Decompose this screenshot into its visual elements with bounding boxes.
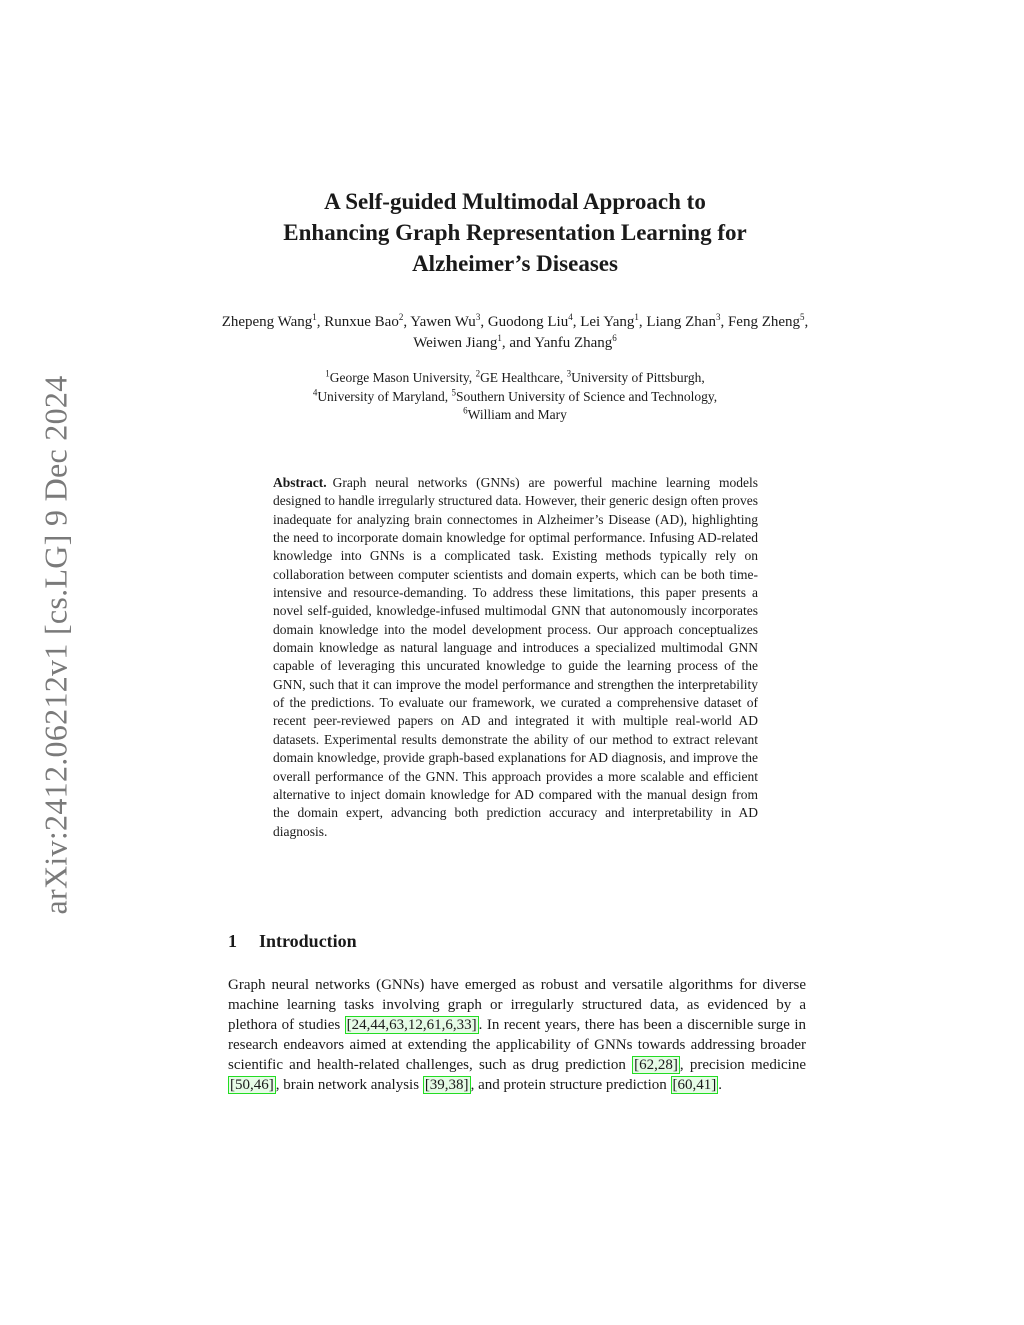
affiliation-text: University of Pittsburgh, [571, 370, 705, 385]
author-affiliation-mark: 1 [312, 312, 317, 322]
author-affiliation-mark: 6 [612, 333, 617, 343]
affiliation-text: University of Maryland, [317, 388, 452, 404]
author-name: Zhepeng Wang [221, 314, 313, 330]
affiliation-text: William and Mary [467, 407, 567, 422]
citation-link[interactable]: [39,38] [424, 1077, 469, 1094]
affiliation-line-2 [230, 388, 800, 407]
author-name: Liang Zhan [646, 314, 716, 330]
author-affiliation-mark: 1 [634, 312, 639, 322]
introduction-paragraph [228, 975, 806, 1096]
paper-title [200, 186, 830, 279]
author-separator: , and [501, 335, 535, 351]
intro-text: , precision medicine [679, 1057, 806, 1074]
affiliation-mark: 3 [566, 368, 572, 379]
author-name: Weiwen Jiang [413, 335, 498, 351]
author-separator: , [804, 314, 809, 330]
intro-text: . [718, 1077, 722, 1094]
author-separator: , [638, 314, 647, 330]
author-name: Yanfu Zhang [534, 335, 613, 351]
citation-link[interactable]: [62,28] [634, 1057, 678, 1074]
intro-text: . In recent years, there has been a discernible surge in research endeavors aimed at extending the applicability of GNNs towards addressing broader scientific and health-related challenges, such as drug prediction [228, 1017, 806, 1074]
affiliation-text: George Mason University, [329, 370, 476, 385]
affiliation-line-3 [230, 406, 800, 425]
abstract-text: Graph neural networks (GNNs) are powerful machine learning models designed to handle irregularly structured data. However, their generic design often proves inadequate for analyzing brain connectomes in Alzheimer’s Disease (AD), highlighting the need to incorporate domain knowledge for optimal performance. Infusing AD-related knowledge into GNNs is a complicated task. Existing methods typically rely on collaboration between computer scientists and domain experts, which can be both time-intensive and resource-demanding. To address these limitations, this paper presents a novel self-guided, knowledge-infused multimodal GNN that autonomously incorporates domain knowledge into the model development process. Our approach conceptualizes domain knowledge as natural language and introduces a specialized multimodal GNN capable of leveraging this uncurated knowledge to guide the learning process of the GNN, such that it can improve the model performance and strengthen the interpretability of the predictions. To evaluate our framework, we curated a comprehensive dataset of recent peer-reviewed papers on AD and integrated it with multiple real-world AD datasets. Experimental results demonstrate the ability of our method to extract relevant domain knowledge, provide graph-based explanations for AD diagnosis, and improve the overall performance of the GNN. This approach provides a more scalable and efficient alternative to inject domain knowledge for AD compared with the manual design from the domain expert, advancing both prediction accuracy and interpretability in AD diagnosis. [273, 475, 758, 839]
abstract-label: Abstract. [273, 475, 327, 490]
author-separator: , [480, 314, 488, 330]
affiliation-text: Southern University of Science and Technology, [456, 388, 718, 404]
author-affiliation-mark: 5 [800, 312, 805, 322]
section-title-text: Introduction [259, 931, 357, 951]
affiliation-mark: 1 [325, 368, 330, 379]
title-line-1: A Self-guided Multimodal Approach to [324, 189, 706, 214]
author-name: Runxue Bao [324, 314, 399, 330]
arxiv-identifier: arXiv:2412.06212v1 [cs.LG] 9 Dec 2024 [37, 375, 74, 915]
author-name: Yawen Wu [410, 314, 476, 330]
author-name: Feng Zheng [727, 314, 801, 330]
affiliations [230, 369, 800, 425]
intro-text: , brain network analysis [275, 1077, 423, 1094]
title-line-3: Alzheimer’s Diseases [412, 251, 618, 276]
author-separator: , [572, 314, 581, 330]
citation-link[interactable]: [24,44,63,12,61,6,33] [346, 1017, 477, 1034]
citation-link[interactable]: [60,41] [672, 1077, 717, 1094]
author-affiliation-mark: 3 [715, 312, 721, 322]
author-list [215, 312, 815, 354]
intro-text: Graph neural networks (GNNs) have emerged as robust and versatile algorithms for diverse machine learning tasks involving graph or irregularly structured data, as evidenced by a plethora of studies [228, 977, 806, 1034]
intro-text: , and protein structure prediction [470, 1077, 671, 1094]
citation-link[interactable]: [50,46] [230, 1077, 274, 1094]
title-line-2: Enhancing Graph Representation Learning for [283, 220, 747, 245]
section-heading-introduction [228, 931, 357, 952]
affiliation-mark: 5 [451, 387, 457, 397]
abstract [273, 474, 758, 841]
author-name: Lei Yang [580, 314, 635, 330]
affiliation-line-1 [230, 369, 800, 388]
section-number: 1 [228, 931, 237, 951]
affiliation-mark: 4 [312, 387, 318, 397]
affiliation-text: GE Healthcare, [480, 370, 567, 385]
author-affiliation-mark: 1 [497, 333, 502, 343]
author-separator: , [316, 314, 325, 330]
affiliation-mark: 2 [475, 368, 481, 379]
author-affiliation-mark: 3 [475, 312, 481, 322]
author-separator: , [720, 314, 728, 330]
author-name: Guodong Liu [487, 314, 569, 330]
author-separator: , [403, 314, 411, 330]
author-affiliation-mark: 2 [398, 312, 404, 322]
author-affiliation-mark: 4 [568, 312, 573, 322]
affiliation-mark: 6 [463, 405, 468, 416]
author-line-1 [215, 312, 815, 354]
